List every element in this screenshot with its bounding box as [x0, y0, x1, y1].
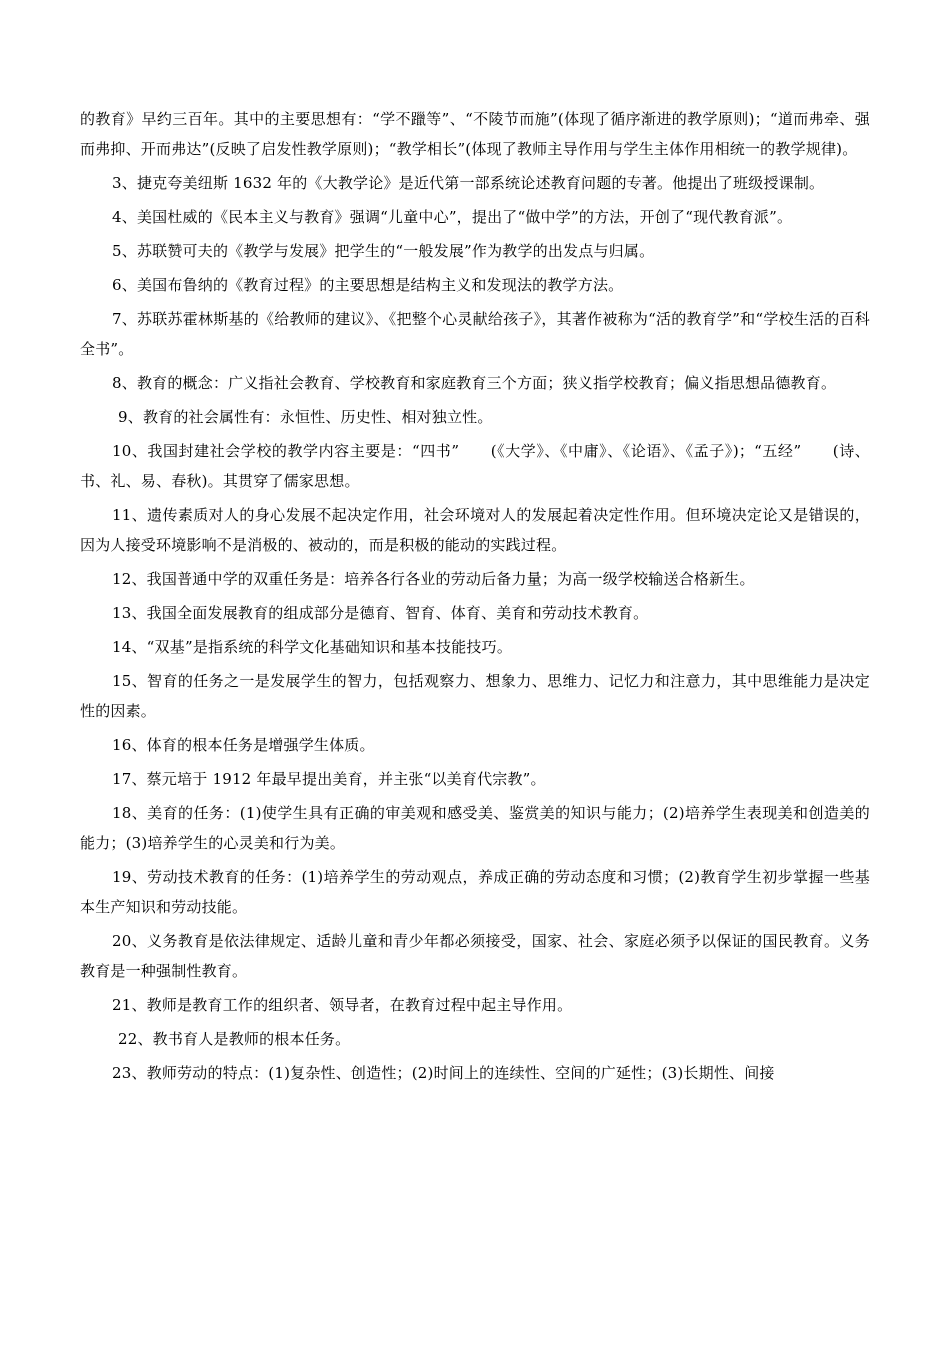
paragraph-item-10: 10、我国封建社会学校的教学内容主要是：“四书” (《大学》、《中庸》、《论语》、《孟子》)；“五经” (诗、书、礼、易、春秋)。其贯穿了儒家思想。: [80, 442, 870, 490]
paragraph-item-14: 14、“双基”是指系统的科学文化基础知识和基本技能技巧。: [112, 638, 513, 656]
paragraph-item-13: 13、我国全面发展教育的组成部分是德育、智育、体育、美育和劳动技术教育。: [112, 604, 649, 622]
paragraph-item-23: 23、教师劳动的特点：(1)复杂性、创造性；(2)时间上的连续性、空间的广延性；(3)长期性、间接: [112, 1064, 775, 1082]
paragraph-item-9: 9、教育的社会属性有：永恒性、历史性、相对独立性。: [118, 408, 493, 426]
paragraph-item-21: 21、教师是教育工作的组织者、领导者，在教育过程中起主导作用。: [112, 996, 573, 1014]
paragraph-item-8: 8、教育的概念：广义指社会教育、学校教育和家庭教育三个方面；狭义指学校教育；偏义指思想品德教育。: [112, 374, 837, 392]
paragraph-item-22: 22、教书育人是教师的根本任务。: [118, 1030, 351, 1048]
paragraph-item-19: 19、劳动技术教育的任务：(1)培养学生的劳动观点，养成正确的劳动态度和习惯；(2)教育学生初步掌握一些基本生产知识和劳动技能。: [80, 868, 870, 916]
paragraph-item-12: 12、我国普通中学的双重任务是：培养各行各业的劳动后备力量；为高一级学校输送合格新生。: [112, 570, 755, 588]
paragraph-continuation: 的教育》早约三百年。其中的主要思想有：“学不躐等”、“不陵节而施”(体现了循序渐进的教学原则)；“道而弗牵、强而弗抑、开而弗达”(反映了启发性教学原则)；“教学相长”(体现了教师主导作用与学生主体作用相统一的教学规律)。: [80, 110, 870, 158]
paragraph-item-4: 4、美国杜威的《民本主义与教育》强调“儿童中心”，提出了“做中学”的方法，开创了“现代教育派”。: [112, 208, 793, 226]
paragraph-item-6: 6、美国布鲁纳的《教育过程》的主要思想是结构主义和发现法的教学方法。: [112, 276, 624, 294]
paragraph-item-11: 11、遗传素质对人的身心发展不起决定作用，社会环境对人的发展起着决定性作用。但环境决定论又是错误的，因为人接受环境影响不是消极的、被动的，而是积极的能动的实践过程。: [80, 506, 870, 554]
paragraph-item-17: 17、蔡元培于 1912 年最早提出美育，并主张“以美育代宗教”。: [112, 770, 546, 788]
paragraph-item-18: 18、美育的任务：(1)使学生具有正确的审美观和感受美、鉴赏美的知识与能力；(2)培养学生表现美和创造美的能力；(3)培养学生的心灵美和行为美。: [80, 804, 870, 852]
paragraph-item-5: 5、苏联赞可夫的《教学与发展》把学生的“一般发展”作为教学的出发点与归属。: [112, 242, 655, 260]
paragraph-item-16: 16、体育的根本任务是增强学生体质。: [112, 736, 375, 754]
paragraph-item-7: 7、苏联苏霍林斯基的《给教师的建议》、《把整个心灵献给孩子》，其著作被称为“活的教育学”和“学校生活的百科全书”。: [80, 310, 870, 358]
document-page: [80, 104, 870, 1088]
paragraph-item-3: 3、捷克夸美纽斯 1632 年的《大教学论》是近代第一部系统论述教育问题的专著。他提出了班级授课制。: [112, 174, 825, 192]
paragraph-item-20: 20、义务教育是依法律规定、适龄儿童和青少年都必须接受，国家、社会、家庭必须予以保证的国民教育。义务教育是一种强制性教育。: [80, 932, 870, 980]
paragraph-item-15: 15、智育的任务之一是发展学生的智力，包括观察力、想象力、思维力、记忆力和注意力，其中思维能力是决定性的因素。: [80, 672, 870, 720]
